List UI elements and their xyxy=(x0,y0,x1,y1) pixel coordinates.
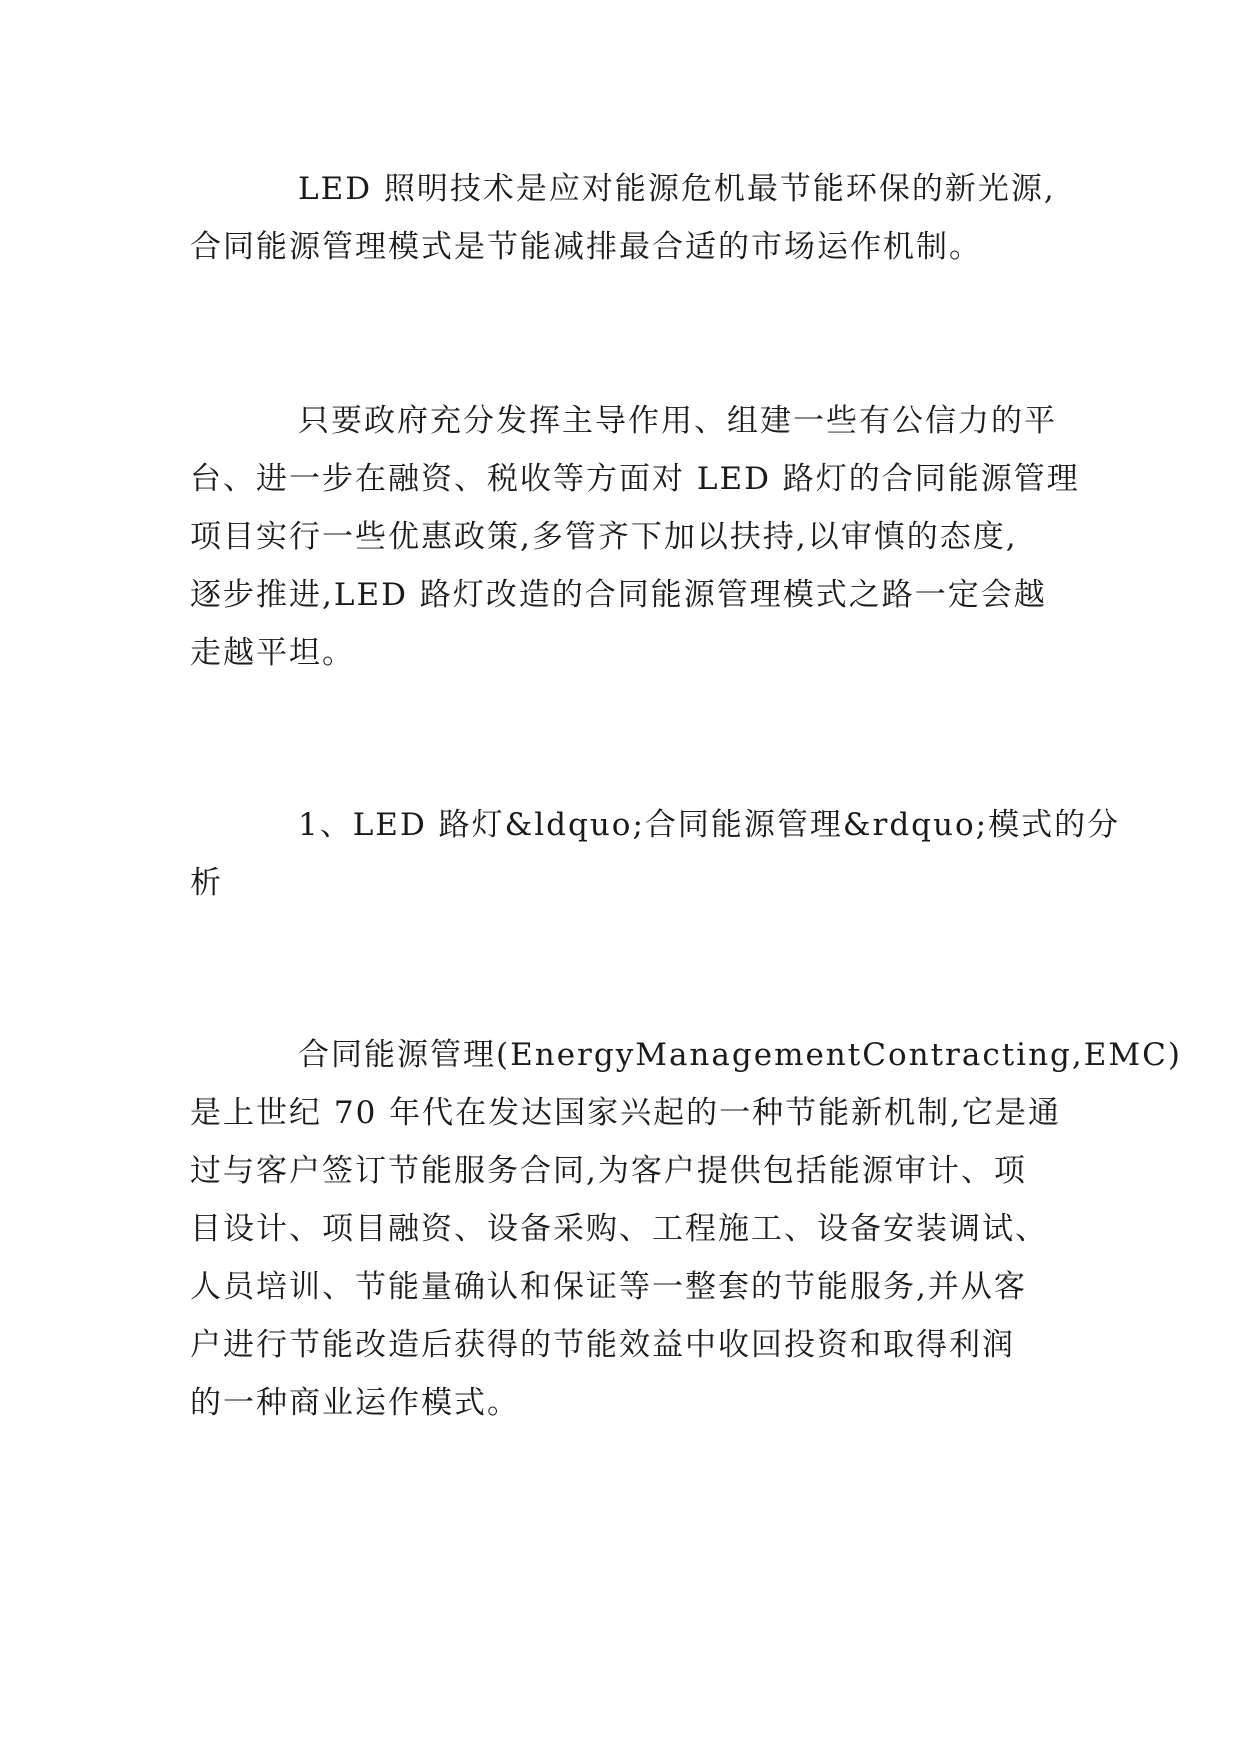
paragraph-emc-definition xyxy=(190,1026,1182,1432)
text-line: 台、进一步在融资、税收等方面对 LED 路灯的合同能源管理 xyxy=(190,461,1080,497)
text-line: 逐步推进,LED 路灯改造的合同能源管理模式之路一定会越 xyxy=(190,577,1047,613)
text-line: 合同能源管理模式是节能减排最合适的市场运作机制。 xyxy=(190,229,982,265)
text-line: 只要政府充分发挥主导作用、组建一些有公信力的平 xyxy=(298,403,1057,439)
text-line: 目设计、项目融资、设备采购、工程施工、设备安装调试、 xyxy=(190,1211,1048,1247)
text-line: 的一种商业运作模式。 xyxy=(190,1385,520,1421)
text-line: 走越平坦。 xyxy=(190,635,355,671)
paragraph-government-role xyxy=(190,392,1080,682)
text-line: 合同能源管理(EnergyManagementContracting,EMC) xyxy=(298,1037,1182,1073)
paragraph-led-lighting-intro xyxy=(190,160,1060,276)
text-line: LED 照明技术是应对能源危机最节能环保的新光源, xyxy=(298,171,1056,207)
text-line: 人员培训、节能量确认和保证等一整套的节能服务,并从客 xyxy=(190,1269,1027,1305)
text-line: 项目实行一些优惠政策,多管齐下加以扶持,以审慎的态度, xyxy=(190,519,1018,555)
text-line: 1、LED 路灯&ldquo;合同能源管理&rdquo;模式的分 xyxy=(298,807,1121,843)
text-line: 户进行节能改造后获得的节能效益中收回投资和取得利润 xyxy=(190,1327,1015,1363)
section-heading-analysis xyxy=(190,796,1121,912)
text-line: 过与客户签订节能服务合同,为客户提供包括能源审计、项 xyxy=(190,1153,1027,1189)
text-line: 析 xyxy=(190,865,223,901)
text-line: 是上世纪 70 年代在发达国家兴起的一种节能新机制,它是通 xyxy=(190,1095,1062,1131)
